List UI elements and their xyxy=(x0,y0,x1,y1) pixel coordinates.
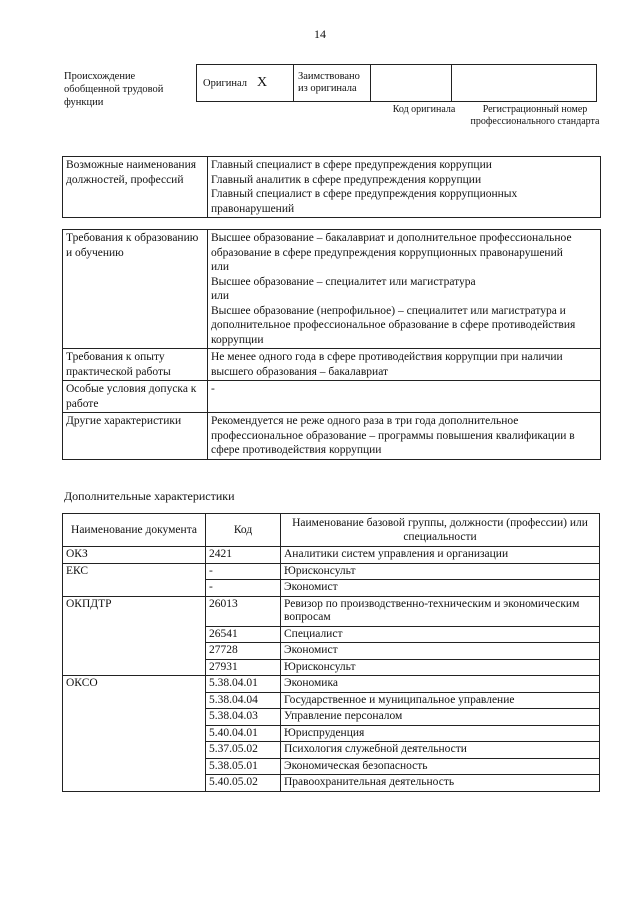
page-number: 14 xyxy=(314,27,326,41)
code-cell: 5.37.05.02 xyxy=(206,742,281,759)
name-cell: Специалист xyxy=(281,626,600,643)
education-line: Высшее образование – специалитет или магистратура xyxy=(211,275,476,288)
code-cell: 27728 xyxy=(206,643,281,660)
experience-label: Требования к опыту практической работы xyxy=(63,349,208,381)
name-cell: Экономист xyxy=(281,580,600,597)
name-cell: Ревизор по производственно-техническим и экономическим вопросам xyxy=(281,596,600,626)
positions-table xyxy=(62,156,601,218)
doc-cell: ОКСО xyxy=(63,676,206,792)
original-label: Оригинал xyxy=(203,77,247,89)
code-cell: 26013 xyxy=(206,596,281,626)
code-cell: 26541 xyxy=(206,626,281,643)
education-line: или xyxy=(211,290,230,302)
education-values xyxy=(208,230,601,349)
origin-borrowed-cell: Заимствовано из оригинала xyxy=(294,65,371,102)
code-cell: - xyxy=(206,563,281,580)
table-row xyxy=(63,547,600,564)
position-line: Главный аналитик в сфере предупреждения коррупции xyxy=(211,173,482,186)
position-line: Главный специалист в сфере предупреждения коррупции xyxy=(211,159,492,171)
doc-cell: ЕКС xyxy=(63,563,206,596)
name-cell: Юриспруденция xyxy=(281,725,600,742)
table-row xyxy=(63,563,600,580)
education-line: Высшее образование – бакалавриат и дополнительное профессиональное образование в сфере предупреждения коррупционных правонарушений xyxy=(211,232,572,259)
special-conditions-value: - xyxy=(208,381,601,413)
code-cell: 5.38.04.04 xyxy=(206,692,281,709)
code-cell: 5.40.04.01 xyxy=(206,725,281,742)
origin-regnum-cell xyxy=(452,65,597,102)
education-label: Требования к образованию и обучению xyxy=(63,230,208,349)
table-row xyxy=(63,596,600,626)
other-characteristics-value: Рекомендуется не реже одного раза в три года дополнительное профессиональное образование – программы повышения квалификации в сфере противодействия коррупции xyxy=(208,413,601,460)
code-caption: Код оригинала xyxy=(392,104,456,115)
name-cell: Государственное и муниципальное управление xyxy=(281,692,600,709)
origin-label: Происхождение обобщенной трудовой функции xyxy=(64,71,164,108)
name-cell: Экономическая безопасность xyxy=(281,758,600,775)
code-cell: 27931 xyxy=(206,659,281,676)
positions-label: Возможные наименования должностей, профессий xyxy=(63,157,208,218)
name-cell: Юрисконсульт xyxy=(281,563,600,580)
education-line: или xyxy=(211,261,230,273)
name-cell: Юрисконсульт xyxy=(281,659,600,676)
code-cell: 5.40.05.02 xyxy=(206,775,281,792)
original-mark: X xyxy=(257,74,268,90)
name-cell: Управление персоналом xyxy=(281,709,600,726)
name-cell: Правоохранительная деятельность xyxy=(281,775,600,792)
name-cell: Экономика xyxy=(281,676,600,693)
origin-original-cell xyxy=(197,65,294,102)
name-cell: Психология служебной деятельности xyxy=(281,742,600,759)
additional-table xyxy=(62,513,600,792)
other-characteristics-label: Другие характеристики xyxy=(63,413,208,460)
name-cell: Экономист xyxy=(281,643,600,660)
education-line: Высшее образование (непрофильное) – специалитет или магистратура и дополнительное профессиональное образование в сфере противодействия коррупции xyxy=(211,304,576,346)
code-cell: 5.38.04.01 xyxy=(206,676,281,693)
table-row xyxy=(63,676,600,693)
positions-values xyxy=(208,157,601,218)
origin-code-cell xyxy=(371,65,452,102)
requirements-table xyxy=(62,229,601,460)
position-line: Главный специалист в сфере предупреждения коррупционных правонарушений xyxy=(211,188,518,215)
special-conditions-label: Особые условия допуска к работе xyxy=(63,381,208,413)
code-cell: 5.38.05.01 xyxy=(206,758,281,775)
code-cell: 2421 xyxy=(206,547,281,564)
experience-value: Не менее одного года в сфере противодействия коррупции при наличии высшего образования – бакалавриат xyxy=(208,349,601,381)
origin-table xyxy=(196,64,597,102)
code-cell: 5.38.04.03 xyxy=(206,709,281,726)
additional-title: Дополнительные характеристики xyxy=(64,489,235,503)
doc-cell: ОКПДТР xyxy=(63,596,206,676)
code-cell: - xyxy=(206,580,281,597)
doc-cell: ОКЗ xyxy=(63,547,206,564)
header-name: Наименование базовой группы, должности (профессии) или специальности xyxy=(281,514,600,547)
name-cell: Аналитики систем управления и организации xyxy=(281,547,600,564)
regnum-caption: Регистрационный номер профессионального стандарта xyxy=(470,104,600,127)
header-document: Наименование документа xyxy=(63,514,206,547)
header-code: Код xyxy=(206,514,281,547)
